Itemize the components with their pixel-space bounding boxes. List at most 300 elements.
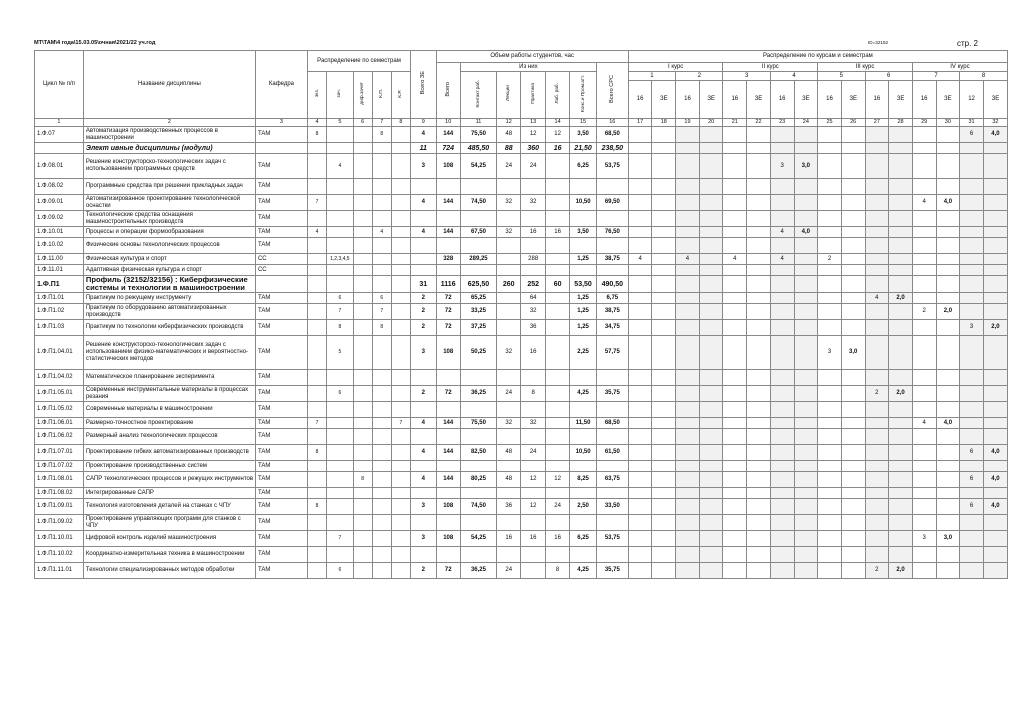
cell-ze: 4: [411, 418, 436, 429]
dist-subheader: 16: [912, 81, 936, 119]
cell-kp: [372, 531, 391, 547]
course-header-2: II курс: [723, 63, 818, 72]
cell-kr: [391, 563, 410, 579]
cell-kons: 10,50: [570, 195, 597, 211]
cell-dist-29: [912, 336, 936, 370]
table-row: [35, 227, 1008, 238]
cell-kons: [570, 515, 597, 531]
cell-dist-22: [747, 336, 771, 370]
cell-dist-24: [794, 276, 818, 293]
cell-dist-24: [794, 488, 818, 499]
cell-dist-25: [818, 227, 842, 238]
cell-dist-19: [676, 336, 700, 370]
dist-subheader: 16: [628, 81, 652, 119]
cell-name: Автоматизация производственных процессов в машиностроении: [83, 127, 255, 143]
col-lec-header: Лекции: [497, 72, 521, 119]
cell-dist-18: [652, 254, 676, 265]
dist-subheader: ЗЕ: [983, 81, 1007, 119]
cell-dist-31: [960, 488, 984, 499]
cell-dist-19: [676, 445, 700, 461]
cell-zach: [327, 472, 354, 488]
cell-srs: 69,50: [596, 195, 628, 211]
cell-dist-32: [983, 402, 1007, 418]
cell-dist-22: [747, 515, 771, 531]
cell-dist-23: [770, 499, 794, 515]
cell-dept: ТАМ: [255, 238, 307, 254]
cell-dept: ТАМ: [255, 304, 307, 320]
cell-dif: [353, 429, 372, 445]
cell-dist-24: [794, 531, 818, 547]
cell-lec: 16: [497, 531, 521, 547]
cell-dist-18: [652, 488, 676, 499]
cell-dist-20: [699, 563, 723, 579]
cell-dist-32: [983, 304, 1007, 320]
table-row: [35, 418, 1008, 429]
cell-dist-31: [960, 179, 984, 195]
cell-exam: [307, 320, 326, 336]
cell-name: Программные средства при решении прикладных задач: [83, 179, 255, 195]
cell-ze: 31: [411, 276, 436, 293]
cell-dist-30: 2,0: [936, 304, 960, 320]
cell-contact: 625,50: [460, 276, 496, 293]
cell-dif: 8: [353, 472, 372, 488]
cell-dist-20: [699, 195, 723, 211]
dist-subheader: 16: [770, 81, 794, 119]
cell-dist-24: 3,0: [794, 154, 818, 179]
cell-dist-19: [676, 276, 700, 293]
table-row: [35, 429, 1008, 445]
cell-code: 1.Ф.П1.05.02: [35, 402, 84, 418]
cell-dist-22: [747, 143, 771, 154]
cell-dif: [353, 227, 372, 238]
cell-prac: 32: [521, 195, 545, 211]
cell-dist-27: [865, 418, 889, 429]
cell-dist-23: 4: [770, 254, 794, 265]
cell-lab: [545, 370, 569, 386]
cell-name: Размерный анализ технологических процессов: [83, 429, 255, 445]
cell-dist-26: [841, 488, 865, 499]
cell-dept: ТАМ: [255, 336, 307, 370]
cell-dist-32: [983, 276, 1007, 293]
table-row: [35, 320, 1008, 336]
cell-kons: 6,25: [570, 531, 597, 547]
dist-subheader: ЗЕ: [699, 81, 723, 119]
cell-dept: ТАМ: [255, 370, 307, 386]
cell-exam: [307, 515, 326, 531]
cell-dist-24: [794, 238, 818, 254]
cell-dist-18: [652, 127, 676, 143]
dist-subheader: ЗЕ: [936, 81, 960, 119]
cell-name: Практикум по режущему инструменту: [83, 293, 255, 304]
cell-dist-22: [747, 418, 771, 429]
cell-dist-25: [818, 461, 842, 472]
cell-dif: [353, 336, 372, 370]
cell-contact: [460, 515, 496, 531]
cell-dist-30: [936, 211, 960, 227]
cell-lab: [545, 386, 569, 402]
cell-dif: [353, 488, 372, 499]
cell-dist-20: [699, 276, 723, 293]
cell-dist-28: [889, 227, 913, 238]
cell-dist-26: [841, 293, 865, 304]
cell-lec: 32: [497, 195, 521, 211]
cell-total: 724: [436, 143, 460, 154]
cell-zach: [327, 515, 354, 531]
cell-contact: 54,25: [460, 154, 496, 179]
cell-kr: [391, 211, 410, 227]
table-header: [35, 51, 1008, 127]
cell-kr: [391, 386, 410, 402]
cell-lec: [497, 488, 521, 499]
cell-dist-30: [936, 386, 960, 402]
cell-name: Физическая культура и спорт: [83, 254, 255, 265]
column-number: 2: [83, 119, 255, 127]
cell-dist-29: [912, 293, 936, 304]
cell-dept: ТАМ: [255, 320, 307, 336]
cell-dist-28: [889, 429, 913, 445]
cell-dist-30: [936, 515, 960, 531]
cell-srs: 68,50: [596, 127, 628, 143]
cell-dist-21: [723, 563, 747, 579]
cell-dist-31: [960, 238, 984, 254]
cell-zach: [327, 499, 354, 515]
cell-dist-28: [889, 179, 913, 195]
cell-dist-22: [747, 386, 771, 402]
cell-dist-29: [912, 472, 936, 488]
cell-srs: 68,50: [596, 418, 628, 429]
cell-dept: [255, 143, 307, 154]
cell-kr: [391, 336, 410, 370]
cell-prac: [521, 402, 545, 418]
cell-dist-26: [841, 143, 865, 154]
cell-dist-23: [770, 547, 794, 563]
cell-dist-17: [628, 499, 652, 515]
cell-dist-32: [983, 265, 1007, 276]
cell-kons: 10,50: [570, 445, 597, 461]
cell-dept: ТАМ: [255, 154, 307, 179]
cell-exam: [307, 429, 326, 445]
column-number: 5: [327, 119, 354, 127]
cell-prac: [521, 488, 545, 499]
cell-dist-28: [889, 154, 913, 179]
cell-dif: [353, 515, 372, 531]
cell-srs: [596, 402, 628, 418]
cell-ze: 3: [411, 336, 436, 370]
cell-code: 1.Ф.П1.04.01: [35, 336, 84, 370]
cell-dept: ТАМ: [255, 227, 307, 238]
cell-ze: [411, 429, 436, 445]
cell-total: [436, 488, 460, 499]
cell-kr: [391, 488, 410, 499]
cell-dist-32: 4,0: [983, 499, 1007, 515]
cell-dist-19: [676, 370, 700, 386]
column-number: 14: [545, 119, 569, 127]
cell-dist-19: [676, 227, 700, 238]
cell-dist-18: [652, 320, 676, 336]
cell-lec: 48: [497, 445, 521, 461]
cell-dist-20: [699, 531, 723, 547]
cell-dist-31: [960, 254, 984, 265]
cell-dist-19: [676, 515, 700, 531]
cell-dist-29: 4: [912, 195, 936, 211]
cell-srs: 76,50: [596, 227, 628, 238]
cell-dept: ТАМ: [255, 563, 307, 579]
cell-contact: 75,50: [460, 127, 496, 143]
cell-dist-27: [865, 336, 889, 370]
cell-dist-27: [865, 370, 889, 386]
cell-dist-20: [699, 211, 723, 227]
cell-exam: [307, 336, 326, 370]
cell-contact: 485,50: [460, 143, 496, 154]
cell-lab: [545, 304, 569, 320]
cell-dist-30: [936, 336, 960, 370]
cell-dist-29: [912, 499, 936, 515]
cell-dist-25: [818, 195, 842, 211]
cell-dist-28: [889, 499, 913, 515]
table-row: [35, 445, 1008, 461]
cell-dist-18: [652, 293, 676, 304]
cell-dist-22: [747, 445, 771, 461]
cell-zach: 7: [327, 531, 354, 547]
cell-kp: [372, 429, 391, 445]
cell-prac: [521, 370, 545, 386]
table-row: [35, 293, 1008, 304]
cell-dist-32: [983, 563, 1007, 579]
dist-subheader: 12: [960, 81, 984, 119]
cell-dist-31: [960, 304, 984, 320]
cell-dist-27: [865, 445, 889, 461]
cell-dist-22: [747, 429, 771, 445]
cell-dist-30: [936, 179, 960, 195]
cell-dist-32: [983, 547, 1007, 563]
cell-contact: 74,50: [460, 499, 496, 515]
cell-dist-25: [818, 238, 842, 254]
cell-dist-25: [818, 472, 842, 488]
table-body: [35, 127, 1008, 579]
cell-dist-17: [628, 402, 652, 418]
cell-zach: [327, 547, 354, 563]
cell-name: Автоматизированное проектирование технологической оснастки: [83, 195, 255, 211]
cell-lec: 36: [497, 499, 521, 515]
col-prac-header: Практика: [521, 72, 545, 119]
cell-exam: [307, 386, 326, 402]
cell-contact: [460, 402, 496, 418]
cell-dist-20: [699, 370, 723, 386]
cell-prac: 32: [521, 418, 545, 429]
cell-dist-23: [770, 531, 794, 547]
cell-dist-28: [889, 531, 913, 547]
cell-dist-30: [936, 227, 960, 238]
cell-lec: [497, 179, 521, 195]
cell-code: 1.Ф.П1.09.01: [35, 499, 84, 515]
cell-srs: [596, 488, 628, 499]
cell-dist-28: [889, 304, 913, 320]
cell-dist-26: 3,0: [841, 336, 865, 370]
cell-name: Размерно-точностное проектирование: [83, 418, 255, 429]
cell-kons: 1,25: [570, 254, 597, 265]
cell-kp: [372, 195, 391, 211]
cell-kr: [391, 515, 410, 531]
table-row: [35, 254, 1008, 265]
cell-kp: [372, 499, 391, 515]
cell-dist-25: [818, 418, 842, 429]
cell-dist-20: [699, 227, 723, 238]
cell-kons: [570, 179, 597, 195]
volume-group-header: Объем работы студентов, час: [436, 51, 628, 63]
cell-ze: 3: [411, 531, 436, 547]
cell-dept: ТАМ: [255, 429, 307, 445]
cell-dist-29: [912, 320, 936, 336]
cell-lec: 48: [497, 127, 521, 143]
cell-dist-27: [865, 402, 889, 418]
cell-dist-24: [794, 402, 818, 418]
cell-dist-28: [889, 336, 913, 370]
cell-lec: [497, 304, 521, 320]
cell-dist-31: [960, 370, 984, 386]
cell-dist-24: [794, 429, 818, 445]
column-number: 18: [652, 119, 676, 127]
cell-dist-20: [699, 547, 723, 563]
cell-ze: [411, 461, 436, 472]
col-kr-header: К.Р.: [391, 72, 410, 119]
cell-zach: [327, 179, 354, 195]
cell-total: [436, 238, 460, 254]
cell-kr: [391, 276, 410, 293]
cell-total: [436, 179, 460, 195]
cell-contact: 75,50: [460, 418, 496, 429]
cell-dist-23: [770, 238, 794, 254]
cell-srs: 53,75: [596, 531, 628, 547]
cell-lab: [545, 265, 569, 276]
cell-dist-27: [865, 227, 889, 238]
cell-dist-21: [723, 531, 747, 547]
cell-dif: [353, 370, 372, 386]
cell-dist-28: [889, 238, 913, 254]
cell-zach: [327, 227, 354, 238]
cell-dist-22: [747, 179, 771, 195]
cell-dist-24: [794, 472, 818, 488]
cell-dist-26: [841, 154, 865, 179]
cell-dist-20: [699, 386, 723, 402]
cell-dist-17: [628, 304, 652, 320]
cell-kr: [391, 472, 410, 488]
cell-lec: [497, 211, 521, 227]
cell-dist-30: 4,0: [936, 418, 960, 429]
cell-dist-22: [747, 227, 771, 238]
cell-lec: 32: [497, 418, 521, 429]
cell-kons: 4,25: [570, 386, 597, 402]
cell-ze: 3: [411, 154, 436, 179]
cell-kp: [372, 254, 391, 265]
cell-dif: [353, 547, 372, 563]
cell-dist-19: [676, 304, 700, 320]
cell-dist-32: [983, 336, 1007, 370]
cell-total: [436, 211, 460, 227]
cell-kons: 1,25: [570, 304, 597, 320]
cell-ze: [411, 211, 436, 227]
semester-header: 2: [676, 72, 723, 81]
cell-prac: 16: [521, 227, 545, 238]
cell-dist-17: [628, 293, 652, 304]
cell-total: 72: [436, 386, 460, 402]
cell-dist-25: [818, 547, 842, 563]
cell-lab: [545, 336, 569, 370]
cell-ze: 4: [411, 227, 436, 238]
dist-subheader: ЗЕ: [747, 81, 771, 119]
cell-dist-20: [699, 127, 723, 143]
cell-dist-20: [699, 418, 723, 429]
cell-dist-19: [676, 488, 700, 499]
cell-zach: [327, 418, 354, 429]
cell-exam: [307, 402, 326, 418]
table-row: [35, 488, 1008, 499]
table-row: [35, 386, 1008, 402]
cell-dist-31: [960, 211, 984, 227]
cell-code: 1.Ф.П1.07.01: [35, 445, 84, 461]
cell-lec: 24: [497, 154, 521, 179]
cell-dist-30: [936, 293, 960, 304]
cell-dist-32: [983, 179, 1007, 195]
cell-dist-18: [652, 336, 676, 370]
column-number: 28: [889, 119, 913, 127]
cell-total: 144: [436, 418, 460, 429]
cell-exam: 7: [307, 195, 326, 211]
cell-dist-18: [652, 547, 676, 563]
cell-name: Современные инструментальные материалы в процессах резания: [83, 386, 255, 402]
cell-lec: [497, 254, 521, 265]
cell-dist-17: [628, 370, 652, 386]
table-row: [35, 402, 1008, 418]
cell-code: 1.Ф.П1.06.02: [35, 429, 84, 445]
cell-dist-31: [960, 336, 984, 370]
cell-dist-21: [723, 429, 747, 445]
cell-lab: [545, 488, 569, 499]
cell-dept: ТАМ: [255, 531, 307, 547]
cell-dif: [353, 293, 372, 304]
cell-dist-18: [652, 429, 676, 445]
cell-dist-23: [770, 195, 794, 211]
cell-ze: 4: [411, 195, 436, 211]
cell-name: Математическое планирование эксперимента: [83, 370, 255, 386]
sem-group-header: Распределение по семестрам: [307, 51, 410, 72]
cell-ze: [411, 515, 436, 531]
cell-contact: [460, 238, 496, 254]
cell-dist-31: [960, 547, 984, 563]
column-number: 21: [723, 119, 747, 127]
cell-dist-21: [723, 265, 747, 276]
cell-dist-17: [628, 195, 652, 211]
cell-srs: [596, 179, 628, 195]
cell-prac: 288: [521, 254, 545, 265]
cell-dist-32: [983, 293, 1007, 304]
cell-dist-32: [983, 370, 1007, 386]
cell-dist-24: [794, 304, 818, 320]
cell-lec: [497, 429, 521, 445]
group-row: [35, 143, 1008, 154]
cell-dist-26: [841, 320, 865, 336]
cell-ze: 2: [411, 304, 436, 320]
cell-dist-26: [841, 563, 865, 579]
cell-dist-26: [841, 386, 865, 402]
cell-total: [436, 547, 460, 563]
cell-prac: 12: [521, 499, 545, 515]
cell-dept: ТАМ: [255, 445, 307, 461]
cell-dist-26: [841, 515, 865, 531]
cell-dist-18: [652, 238, 676, 254]
cell-dist-29: 3: [912, 531, 936, 547]
cell-kr: 7: [391, 418, 410, 429]
dist-subheader: 16: [676, 81, 700, 119]
